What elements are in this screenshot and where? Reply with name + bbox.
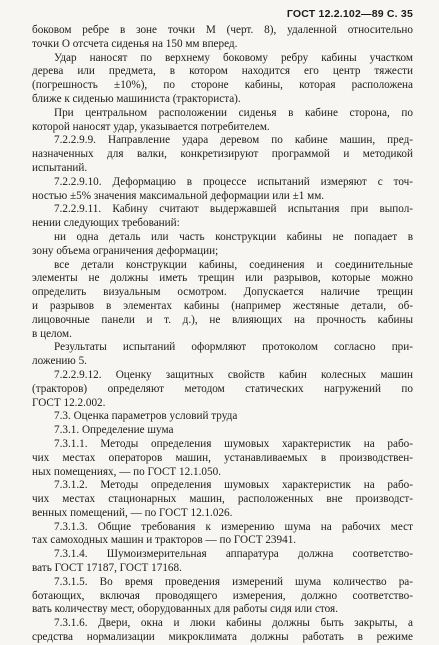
text-line: все детали конструкции кабины, соединения и соединительные (54, 258, 413, 271)
text-line: вать количеству мест, оборудованных для работы сидя или стоя. (32, 603, 338, 616)
text-line: 7.2.2.9.10. Деформацию в процессе испытаний измеряют с точ- (54, 175, 413, 188)
text-line: в целом. (32, 327, 72, 340)
text-line: Удар наносят по верхнему боковому ребру кабины участком (54, 51, 413, 64)
text-line: чих местах стационарных машин, расположенных вне производст- (32, 493, 413, 506)
body-text (32, 24, 413, 645)
text-line: 7.2.2.9.12. Оценку защитных свойств кабин колесных машин (54, 368, 413, 381)
text-line: лицовочные панели и т. д.), не влияющих на прочность кабины (32, 313, 413, 326)
text-line: (погрешность ±10%), по стороне кабины, которая расположена (32, 79, 413, 92)
text-line: дерева или предмета, в котором находится его центр тяжести (32, 65, 413, 78)
text-line: ГОСТ 12.2.002. (32, 396, 106, 409)
text-line: ни одна деталь или часть конструкции кабины не попадает в (54, 230, 413, 243)
text-line: определить визуальным осмотром. Допускается наличие трещин (32, 286, 413, 299)
text-line: 7.2.2.9.11. Кабину считают выдержавшей испытания при выпол- (54, 203, 413, 216)
text-line: 7.3.1.5. Во время проведения измерений шума количество ра- (54, 575, 413, 588)
text-line: и разрывов в элементах кабины (например жестяные детали, об- (32, 299, 413, 312)
text-line: Результаты испытаний оформляют протоколом согласно при- (54, 341, 413, 354)
text-line: точки O отсчета сиденья на 150 мм вперед. (32, 37, 238, 50)
text-line: вать ГОСТ 17187, ГОСТ 17168. (32, 562, 182, 575)
text-line: ложению 5. (32, 355, 87, 368)
text-line: нении следующих требований: (32, 217, 180, 230)
text-line: тах самоходных машин и тракторов — по ГОСТ 23941. (32, 534, 297, 547)
text-line: элементы не должны иметь трещин или разрывов, которые можно (32, 272, 413, 285)
text-line: боковом ребре в зоне точки M (черт. 8), удаленной относительно (32, 24, 413, 36)
text-line: 7.2.2.9.9. Направление удара деревом по кабине машин, пред- (54, 134, 413, 147)
text-line: 7.3.1. Определение шума (54, 424, 174, 437)
text-line: средства нормализации микроклимата должны работать в режиме (32, 631, 413, 644)
text-line: ностью ±5% значения максимальной деформации или ±1 мм. (32, 189, 325, 202)
text-line: 7.3.1.3. Общие требования к измерению шума на рабочих мест (54, 520, 413, 533)
text-line: зону объема ограничения деформации; (32, 244, 219, 257)
text-line: 7.3. Оценка параметров условий труда (54, 410, 238, 423)
text-line: При центральном расположении сиденья в кабине сторона, по (54, 106, 413, 119)
text-line: 7.3.1.2. Методы определения шумовых характеристик на рабо- (54, 479, 413, 492)
page-header: ГОСТ 12.2.102—89 С. 35 (286, 8, 413, 20)
text-line: испытаний. (32, 161, 88, 174)
text-line: венных помещений, — по ГОСТ 12.1.026. (32, 506, 233, 519)
text-line: которой наносят удар, указывается потребителем. (32, 120, 270, 133)
text-line: назначенных для валки, конкретизируют программой и методикой (32, 148, 413, 161)
text-line: 7.3.1.4. Шумоизмерительная аппаратура должна соответство- (54, 548, 413, 561)
text-line: ных помещениях, — по ГОСТ 12.1.050. (32, 465, 222, 478)
text-line: чих местах операторов машин, устанавливаемых в производствен- (32, 451, 413, 464)
text-line: 7.3.1.6. Двери, окна и люки кабины должны быть закрыты, а (54, 617, 413, 630)
text-line: 7.3.1.1. Методы определения шумовых характеристик на рабо- (54, 437, 413, 450)
text-line: ботающих, включая проводящего измерения, должно соответство- (32, 589, 413, 602)
text-line: ближе к сиденью машиниста (тракториста). (32, 92, 241, 105)
text-line: (тракторов) определяют методом статических нагружений по (32, 382, 413, 395)
